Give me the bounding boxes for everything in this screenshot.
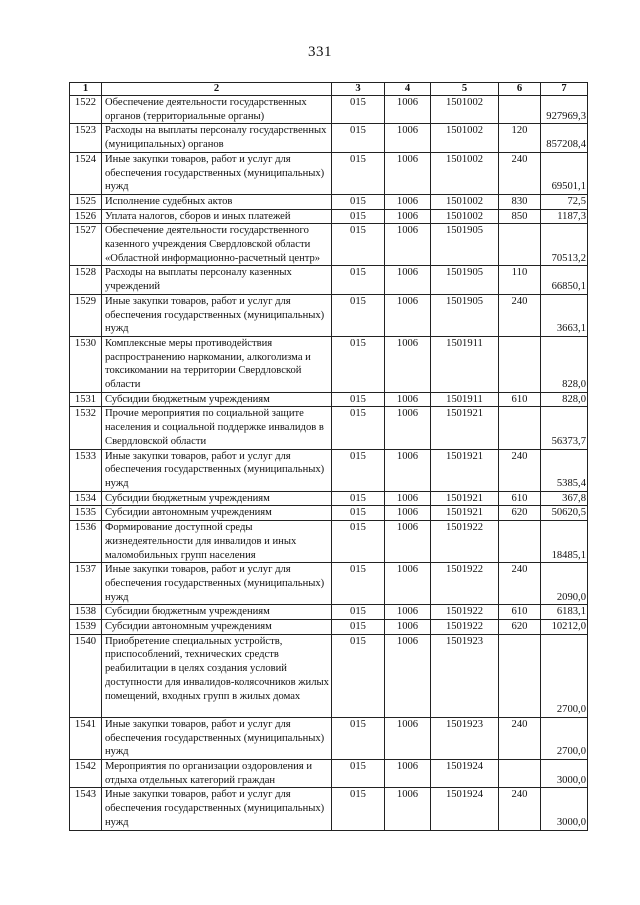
row-col6 (499, 224, 541, 266)
row-amount: 2090,0 (541, 563, 588, 605)
row-amount: 5385,4 (541, 449, 588, 491)
row-col3: 015 (332, 521, 385, 563)
row-name: Иные закупки товаров, работ и услуг для обеспечения государственных (муниципальных) нужд (102, 152, 332, 194)
row-col4: 1006 (385, 620, 431, 635)
row-col4: 1006 (385, 209, 431, 224)
row-col3: 015 (332, 266, 385, 294)
row-col6: 240 (499, 717, 541, 759)
col-header-2: 2 (102, 83, 332, 96)
row-number: 1538 (70, 605, 102, 620)
row-number: 1527 (70, 224, 102, 266)
row-number: 1542 (70, 760, 102, 788)
row-number: 1522 (70, 96, 102, 124)
row-col5: 1501924 (431, 788, 499, 830)
row-name: Расходы на выплаты персоналу государственных (муниципальных) органов (102, 124, 332, 152)
row-col4: 1006 (385, 336, 431, 392)
row-col4: 1006 (385, 294, 431, 336)
row-number: 1541 (70, 717, 102, 759)
row-number: 1535 (70, 506, 102, 521)
row-name: Субсидии бюджетным учреждениям (102, 491, 332, 506)
table-row (70, 294, 588, 336)
row-amount: 367,8 (541, 491, 588, 506)
row-col4: 1006 (385, 491, 431, 506)
col-header-6: 6 (499, 83, 541, 96)
row-amount: 66850,1 (541, 266, 588, 294)
table-row (70, 266, 588, 294)
header-row (70, 83, 588, 96)
col-header-1: 1 (70, 83, 102, 96)
row-col5: 1501921 (431, 449, 499, 491)
row-col5: 1501922 (431, 521, 499, 563)
row-col4: 1006 (385, 760, 431, 788)
table-body (70, 96, 588, 831)
row-amount: 6183,1 (541, 605, 588, 620)
row-amount: 3000,0 (541, 760, 588, 788)
row-col6 (499, 336, 541, 392)
row-col4: 1006 (385, 96, 431, 124)
row-name: Субсидии бюджетным учреждениям (102, 392, 332, 407)
row-col5: 1501921 (431, 407, 499, 449)
row-col4: 1006 (385, 152, 431, 194)
row-col6 (499, 521, 541, 563)
row-col3: 015 (332, 294, 385, 336)
row-col6: 610 (499, 605, 541, 620)
row-col3: 015 (332, 563, 385, 605)
row-name: Приобретение специальных устройств, приспособлений, технических средств реабилитации в целях создания условий доступности для инвалидов-колясочников жилых помещений, входных групп в жилых домах (102, 634, 332, 717)
table-row (70, 336, 588, 392)
row-col3: 015 (332, 224, 385, 266)
row-col4: 1006 (385, 392, 431, 407)
col-header-5: 5 (431, 83, 499, 96)
row-number: 1526 (70, 209, 102, 224)
row-name: Прочие мероприятия по социальной защите населения и социальной поддержке инвалидов в Свердловской области (102, 407, 332, 449)
row-col3: 015 (332, 605, 385, 620)
table-row (70, 760, 588, 788)
row-col3: 015 (332, 336, 385, 392)
row-name: Исполнение судебных актов (102, 194, 332, 209)
budget-table (69, 82, 588, 831)
row-col5: 1501002 (431, 194, 499, 209)
table-row (70, 194, 588, 209)
row-col4: 1006 (385, 266, 431, 294)
row-amount: 10212,0 (541, 620, 588, 635)
row-col3: 015 (332, 209, 385, 224)
row-col6: 120 (499, 124, 541, 152)
row-number: 1543 (70, 788, 102, 830)
table-row (70, 449, 588, 491)
row-name: Расходы на выплаты персоналу казенных учреждений (102, 266, 332, 294)
row-name: Обеспечение деятельности государственного казенного учреждения Свердловской области «Областной информационно-расчетный центр» (102, 224, 332, 266)
table-row (70, 152, 588, 194)
row-amount: 1187,3 (541, 209, 588, 224)
col-header-4: 4 (385, 83, 431, 96)
table-header (70, 83, 588, 96)
row-amount: 56373,7 (541, 407, 588, 449)
row-col3: 015 (332, 407, 385, 449)
row-name: Уплата налогов, сборов и иных платежей (102, 209, 332, 224)
row-col6 (499, 407, 541, 449)
row-col4: 1006 (385, 563, 431, 605)
row-col5: 1501922 (431, 563, 499, 605)
row-col6: 240 (499, 294, 541, 336)
row-col6 (499, 760, 541, 788)
row-number: 1540 (70, 634, 102, 717)
table-row (70, 717, 588, 759)
row-col6: 830 (499, 194, 541, 209)
row-amount: 3663,1 (541, 294, 588, 336)
row-col4: 1006 (385, 634, 431, 717)
row-col6: 620 (499, 620, 541, 635)
row-col3: 015 (332, 392, 385, 407)
row-col5: 1501921 (431, 491, 499, 506)
row-amount: 927969,3 (541, 96, 588, 124)
row-name: Обеспечение деятельности государственных органов (территориальные органы) (102, 96, 332, 124)
row-col6: 620 (499, 506, 541, 521)
row-col5: 1501905 (431, 266, 499, 294)
row-name: Субсидии автономным учреждениям (102, 506, 332, 521)
row-col4: 1006 (385, 407, 431, 449)
row-col5: 1501911 (431, 336, 499, 392)
row-col5: 1501002 (431, 124, 499, 152)
row-name: Субсидии автономным учреждениям (102, 620, 332, 635)
row-number: 1530 (70, 336, 102, 392)
row-amount: 69501,1 (541, 152, 588, 194)
row-name: Субсидии бюджетным учреждениям (102, 605, 332, 620)
row-number: 1528 (70, 266, 102, 294)
row-amount: 18485,1 (541, 521, 588, 563)
row-amount: 828,0 (541, 392, 588, 407)
row-amount: 70513,2 (541, 224, 588, 266)
row-number: 1537 (70, 563, 102, 605)
row-col5: 1501002 (431, 96, 499, 124)
row-col3: 015 (332, 760, 385, 788)
row-col6: 240 (499, 152, 541, 194)
row-col5: 1501002 (431, 152, 499, 194)
row-col3: 015 (332, 152, 385, 194)
table-row (70, 605, 588, 620)
table-row (70, 521, 588, 563)
row-amount: 3000,0 (541, 788, 588, 830)
table-row (70, 620, 588, 635)
row-number: 1531 (70, 392, 102, 407)
row-col4: 1006 (385, 521, 431, 563)
table-row (70, 506, 588, 521)
table-row (70, 634, 588, 717)
row-col3: 015 (332, 717, 385, 759)
row-col3: 015 (332, 506, 385, 521)
row-col4: 1006 (385, 506, 431, 521)
row-amount: 2700,0 (541, 634, 588, 717)
table-row (70, 563, 588, 605)
row-name: Иные закупки товаров, работ и услуг для обеспечения государственных (муниципальных) нужд (102, 294, 332, 336)
row-col3: 015 (332, 634, 385, 717)
row-col6: 610 (499, 491, 541, 506)
row-name: Иные закупки товаров, работ и услуг для обеспечения государственных (муниципальных) нужд (102, 717, 332, 759)
col-header-3: 3 (332, 83, 385, 96)
row-col5: 1501924 (431, 760, 499, 788)
row-col3: 015 (332, 788, 385, 830)
row-col5: 1501923 (431, 634, 499, 717)
row-col4: 1006 (385, 124, 431, 152)
row-col4: 1006 (385, 605, 431, 620)
row-col3: 015 (332, 96, 385, 124)
row-number: 1525 (70, 194, 102, 209)
row-col4: 1006 (385, 224, 431, 266)
row-col6: 610 (499, 392, 541, 407)
row-name: Формирование доступной среды жизнедеятельности для инвалидов и иных маломобильных групп населения (102, 521, 332, 563)
row-col5: 1501921 (431, 506, 499, 521)
row-col6: 110 (499, 266, 541, 294)
row-amount: 857208,4 (541, 124, 588, 152)
row-col4: 1006 (385, 717, 431, 759)
row-col5: 1501905 (431, 294, 499, 336)
table-row (70, 392, 588, 407)
row-name: Мероприятия по организации оздоровления и отдыха отдельных категорий граждан (102, 760, 332, 788)
row-number: 1539 (70, 620, 102, 635)
row-col4: 1006 (385, 194, 431, 209)
row-name: Иные закупки товаров, работ и услуг для обеспечения государственных (муниципальных) нужд (102, 788, 332, 830)
row-col3: 015 (332, 620, 385, 635)
table-row (70, 491, 588, 506)
row-amount: 2700,0 (541, 717, 588, 759)
table-row (70, 209, 588, 224)
row-col5: 1501905 (431, 224, 499, 266)
col-header-7: 7 (541, 83, 588, 96)
row-col6 (499, 96, 541, 124)
table-row (70, 224, 588, 266)
row-amount: 828,0 (541, 336, 588, 392)
row-col4: 1006 (385, 449, 431, 491)
row-number: 1532 (70, 407, 102, 449)
row-col6 (499, 634, 541, 717)
row-amount: 50620,5 (541, 506, 588, 521)
row-col5: 1501911 (431, 392, 499, 407)
row-col5: 1501922 (431, 620, 499, 635)
row-name: Комплексные меры противодействия распространению наркомании, алкоголизма и токсикомании на территории Свердловской области (102, 336, 332, 392)
row-number: 1523 (70, 124, 102, 152)
table-row (70, 124, 588, 152)
row-col6: 240 (499, 788, 541, 830)
page-number: 331 (308, 44, 332, 60)
table-row (70, 96, 588, 124)
table-row (70, 788, 588, 830)
row-name: Иные закупки товаров, работ и услуг для обеспечения государственных (муниципальных) нужд (102, 449, 332, 491)
row-number: 1536 (70, 521, 102, 563)
row-col5: 1501002 (431, 209, 499, 224)
row-col3: 015 (332, 194, 385, 209)
row-number: 1533 (70, 449, 102, 491)
row-number: 1524 (70, 152, 102, 194)
row-name: Иные закупки товаров, работ и услуг для обеспечения государственных (муниципальных) нужд (102, 563, 332, 605)
row-col5: 1501922 (431, 605, 499, 620)
row-col3: 015 (332, 491, 385, 506)
row-col4: 1006 (385, 788, 431, 830)
row-col3: 015 (332, 449, 385, 491)
row-col3: 015 (332, 124, 385, 152)
row-col5: 1501923 (431, 717, 499, 759)
row-amount: 72,5 (541, 194, 588, 209)
row-col6: 240 (499, 563, 541, 605)
row-number: 1529 (70, 294, 102, 336)
row-col6: 240 (499, 449, 541, 491)
table-row (70, 407, 588, 449)
row-number: 1534 (70, 491, 102, 506)
row-col6: 850 (499, 209, 541, 224)
